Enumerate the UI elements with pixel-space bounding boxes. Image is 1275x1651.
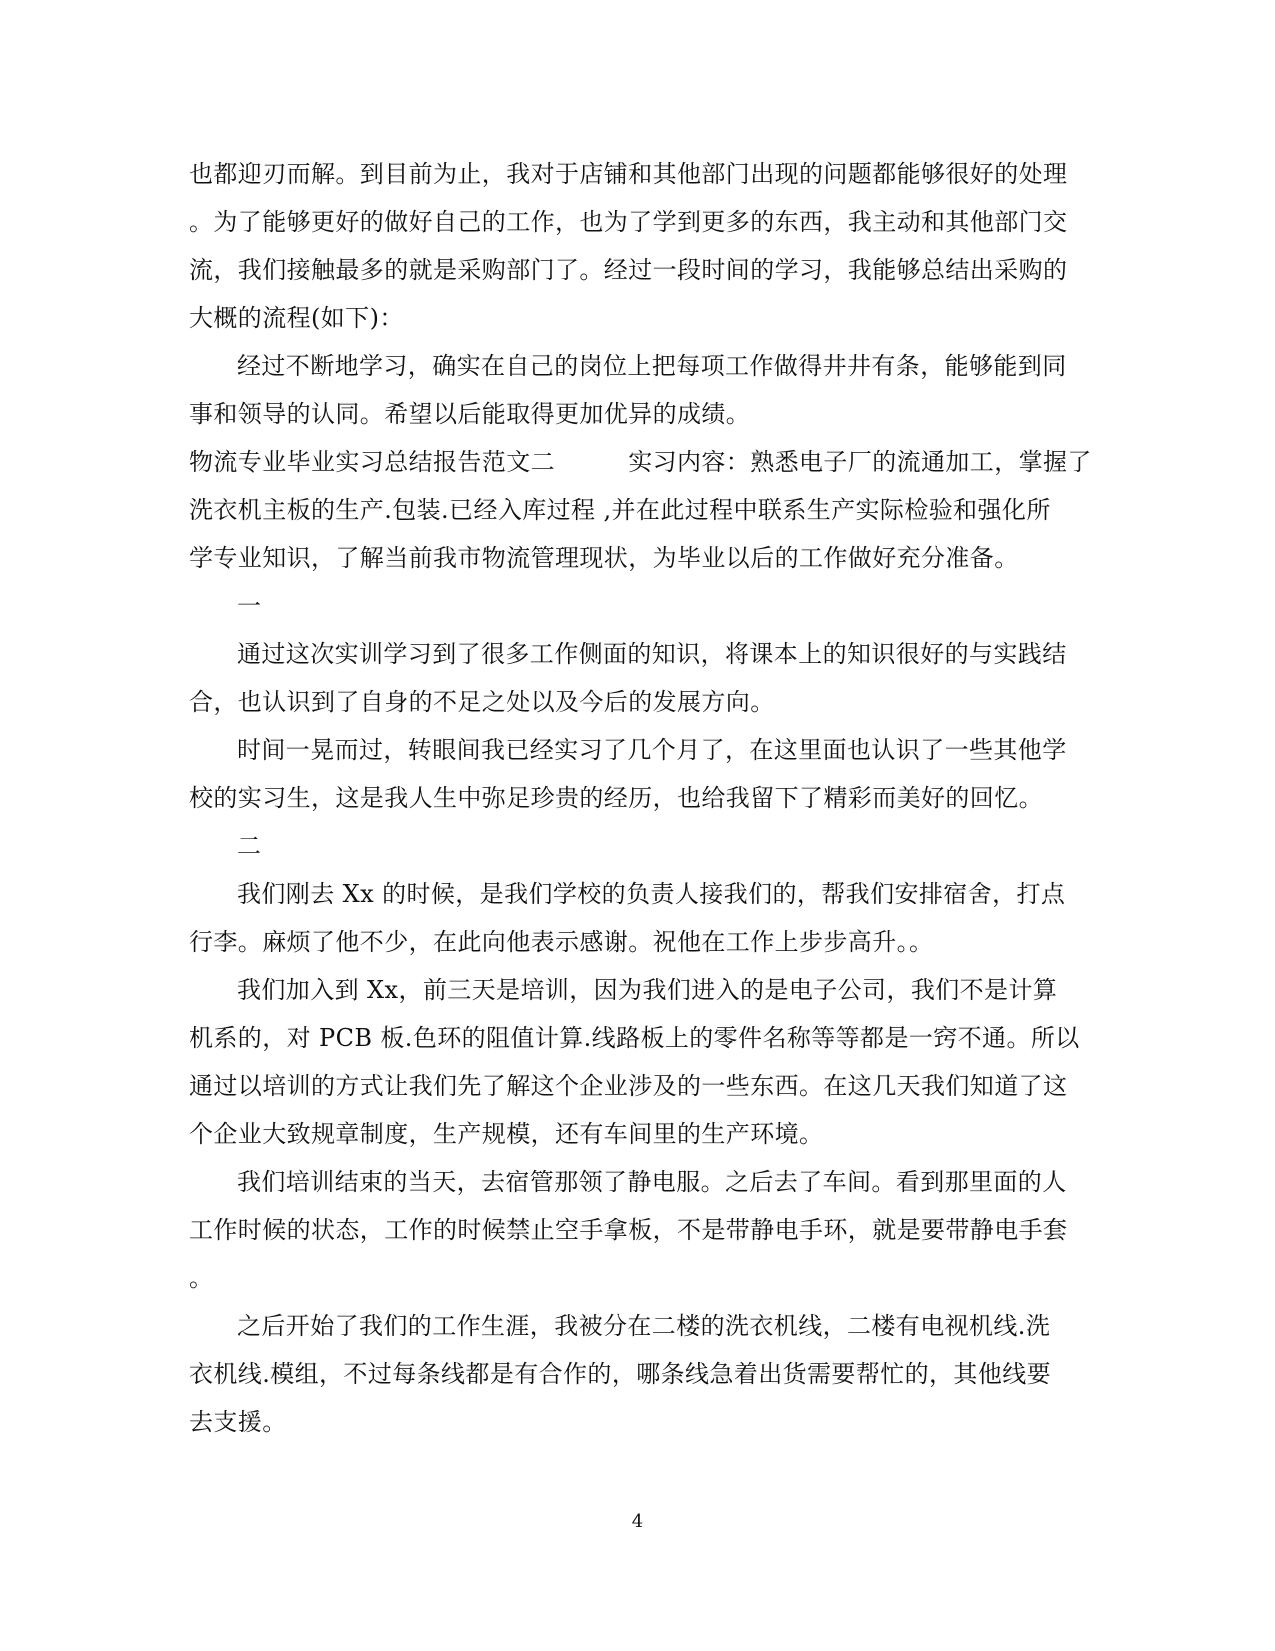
text-line: 我们刚去 Xx 的时候，是我们学校的负责人接我们的，帮我们安排宿舍，打点 xyxy=(237,880,1066,908)
text-line: 我们培训结束的当天，去宿管那领了静电服。之后去了车间。看到那里面的人 xyxy=(237,1168,1067,1196)
text-line: 流，我们接触最多的就是采购部门了。经过一段时间的学习，我能够总结出采购的 xyxy=(189,256,1068,284)
text-line: 洗衣机主板的生产.包装.已经入库过程 ,并在此过程中联系生产实际检验和强化所 xyxy=(189,496,1051,524)
text-line: 行李。麻烦了他不少，在此向他表示感谢。祝他在工作上步步高升。。 xyxy=(189,928,934,956)
text-line: 机系的，对 PCB 板.色环的阻值计算.线路板上的零件名称等等都是一窍不通。所以 xyxy=(189,1024,1080,1052)
text-line: 通过以培训的方式让我们先了解这个企业涉及的一些东西。在这几天我们知道了这 xyxy=(189,1072,1068,1100)
text-line: 学专业知识，了解当前我市物流管理现状，为毕业以后的工作做好充分准备。 xyxy=(189,544,1019,572)
text-line: 时间一晃而过，转眼间我已经实习了几个月了，在这里面也认识了一些其他学 xyxy=(237,736,1067,764)
text-line: 工作时候的状态，工作的时候禁止空手拿板，不是带静电手环，就是要带静电手套 xyxy=(189,1216,1068,1244)
text-line: 。 xyxy=(189,1264,214,1292)
text-line: 合，也认识到了自身的不足之处以及今后的发展方向。 xyxy=(189,688,775,716)
text-line: 之后开始了我们的工作生涯，我被分在二楼的洗衣机线，二楼有电视机线.洗 xyxy=(237,1312,1051,1340)
section-marker: 二 xyxy=(237,832,262,860)
text-line: 衣机线.模组，不过每条线都是有合作的，哪条线急着出货需要帮忙的，其他线要 xyxy=(189,1360,1052,1388)
text-line: 我们加入到 Xx，前三天是培训，因为我们进入的是电子公司，我们不是计算 xyxy=(237,976,1058,1004)
text-line: 事和领导的认同。希望以后能取得更加优异的成绩。 xyxy=(189,400,751,428)
text-line: 物流专业毕业实习总结报告范文二 实习内容：熟悉电子厂的流通加工，掌握了 xyxy=(189,448,1092,476)
text-line: 大概的流程(如下)： xyxy=(189,304,404,332)
text-line: 去支援。 xyxy=(189,1408,287,1436)
text-line: 经过不断地学习，确实在自己的岗位上把每项工作做得井井有条，能够能到同 xyxy=(237,352,1067,380)
page-number: 4 xyxy=(631,1511,644,1532)
text-line: 个企业大致规章制度，生产规模，还有车间里的生产环境。 xyxy=(189,1120,824,1148)
text-line: 。为了能够更好的做好自己的工作，也为了学到更多的东西，我主动和其他部门交 xyxy=(189,208,1068,236)
section-marker: 一 xyxy=(237,592,262,620)
text-line: 校的实习生，这是我人生中弥足珍贵的经历，也给我留下了精彩而美好的回忆。 xyxy=(189,784,1043,812)
text-line: 也都迎刃而解。到目前为止，我对于店铺和其他部门出现的问题都能够很好的处理 xyxy=(189,160,1068,188)
text-line: 通过这次实训学习到了很多工作侧面的知识，将课本上的知识很好的与实践结 xyxy=(237,640,1067,668)
